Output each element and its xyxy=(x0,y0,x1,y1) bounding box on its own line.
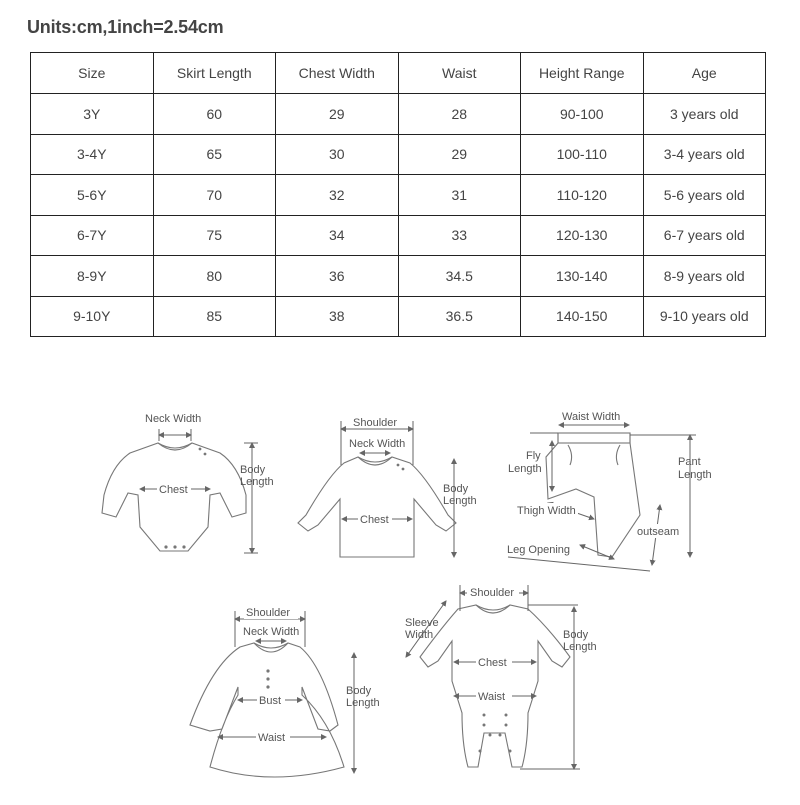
column-header: Size xyxy=(31,53,154,94)
label-neck-width: Neck Width xyxy=(145,413,202,425)
table-row xyxy=(31,175,766,216)
table-cell: 6-7Y xyxy=(31,215,154,256)
label-fly-length: Fly xyxy=(526,450,541,462)
column-header: Height Range xyxy=(521,53,644,94)
bodysuit-diagram xyxy=(102,413,274,553)
table-cell: 130-140 xyxy=(521,256,644,297)
label-waist-width: Waist Width xyxy=(562,411,621,423)
table-cell: 140-150 xyxy=(521,296,644,337)
label-body-length: Length xyxy=(563,641,597,653)
table-cell: 60 xyxy=(153,94,276,135)
table-cell: 9-10 years old xyxy=(643,296,766,337)
label-body-length: Length xyxy=(443,495,477,507)
size-chart-table xyxy=(30,52,766,337)
table-row xyxy=(31,94,766,135)
label-fly-length: Length xyxy=(508,463,542,475)
label-waist: Waist xyxy=(478,691,506,703)
table-header-row xyxy=(31,53,766,94)
table-cell: 28 xyxy=(398,94,521,135)
units-note: Units:cm,1inch=2.54cm xyxy=(27,17,224,37)
table-cell: 85 xyxy=(153,296,276,337)
table-cell: 65 xyxy=(153,134,276,175)
top-diagram xyxy=(298,414,477,557)
table-cell: 5-6 years old xyxy=(643,175,766,216)
table-cell: 6-7 years old xyxy=(643,215,766,256)
dress-diagram xyxy=(190,605,380,777)
table-cell: 36 xyxy=(276,256,399,297)
label-body-length: Length xyxy=(346,697,380,709)
table-cell: 3-4 years old xyxy=(643,134,766,175)
table-cell: 29 xyxy=(398,134,521,175)
romper-diagram xyxy=(405,585,597,769)
label-sleeve-width: Width xyxy=(405,629,434,641)
table-cell: 3-4Y xyxy=(31,134,154,175)
table-cell: 8-9 years old xyxy=(643,256,766,297)
table-cell: 120-130 xyxy=(521,215,644,256)
table-cell: 90-100 xyxy=(521,94,644,135)
table-cell: 9-10Y xyxy=(31,296,154,337)
label-bust: Bust xyxy=(259,695,282,707)
label-leg-opening: Leg Opening xyxy=(507,544,570,556)
table-row xyxy=(31,134,766,175)
label-body-length: Length xyxy=(240,476,274,488)
table-cell: 80 xyxy=(153,256,276,297)
label-body-length: Body xyxy=(443,483,469,495)
label-outseam: outseam xyxy=(637,526,680,538)
table-cell: 30 xyxy=(276,134,399,175)
table-cell: 34.5 xyxy=(398,256,521,297)
table-cell: 38 xyxy=(276,296,399,337)
measurement-diagrams xyxy=(0,395,800,800)
table-cell: 110-120 xyxy=(521,175,644,216)
column-header: Waist xyxy=(398,53,521,94)
label-shoulder: Shoulder xyxy=(470,587,515,599)
column-header: Age xyxy=(643,53,766,94)
label-body-length: Body xyxy=(346,685,372,697)
table-cell: 32 xyxy=(276,175,399,216)
label-neck-width: Neck Width xyxy=(243,626,300,638)
label-chest: Chest xyxy=(478,657,507,669)
table-cell: 5-6Y xyxy=(31,175,154,216)
table-cell: 100-110 xyxy=(521,134,644,175)
label-neck-width: Neck Width xyxy=(349,438,406,450)
table-cell: 75 xyxy=(153,215,276,256)
pants-diagram xyxy=(507,411,712,571)
table-row xyxy=(31,256,766,297)
table-cell: 31 xyxy=(398,175,521,216)
label-pant-length: Pant xyxy=(678,456,701,468)
table-cell: 3Y xyxy=(31,94,154,135)
table-cell: 36.5 xyxy=(398,296,521,337)
label-chest: Chest xyxy=(360,514,389,526)
label-shoulder: Shoulder xyxy=(353,417,398,429)
column-header: Chest Width xyxy=(276,53,399,94)
label-shoulder: Shoulder xyxy=(246,607,291,619)
table-cell: 29 xyxy=(276,94,399,135)
label-body-length: Body xyxy=(240,464,266,476)
label-thigh-width: Thigh Width xyxy=(517,505,576,517)
label-waist: Waist xyxy=(258,732,286,744)
label-body-length: Body xyxy=(563,629,589,641)
table-cell: 34 xyxy=(276,215,399,256)
table-cell: 3 years old xyxy=(643,94,766,135)
table-row xyxy=(31,215,766,256)
label-sleeve-width: Sleeve xyxy=(405,617,439,629)
table-cell: 33 xyxy=(398,215,521,256)
column-header: Skirt Length xyxy=(153,53,276,94)
label-pant-length: Length xyxy=(678,469,712,481)
table-row xyxy=(31,296,766,337)
table-cell: 70 xyxy=(153,175,276,216)
table-cell: 8-9Y xyxy=(31,256,154,297)
label-chest: Chest xyxy=(159,484,188,496)
